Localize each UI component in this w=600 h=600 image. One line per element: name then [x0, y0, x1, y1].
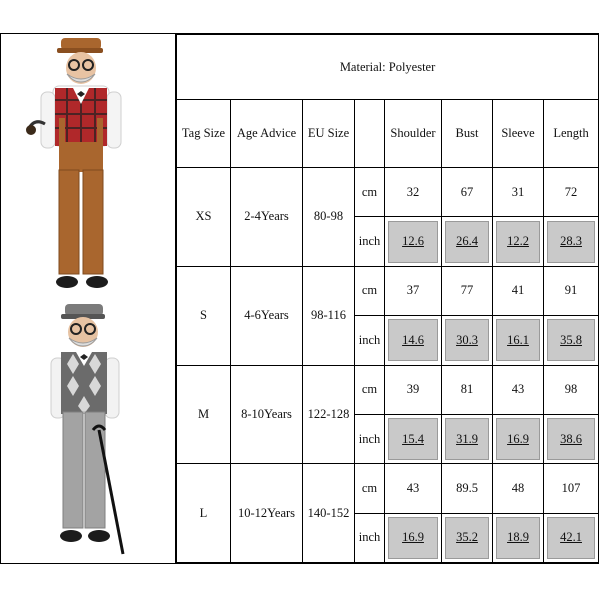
unit-inch-cell: inch [355, 414, 385, 463]
measurement-inch-value: 38.6 [547, 418, 595, 460]
tag-size-cell: M [177, 365, 231, 464]
measurement-cm-cell: 43 [493, 365, 544, 414]
unit-cm-cell: cm [355, 464, 385, 513]
unit-inch-cell: inch [355, 513, 385, 562]
measurement-inch-cell [385, 316, 442, 365]
measurement-cm-cell: 91 [544, 266, 599, 315]
size-chart-table [176, 34, 599, 563]
size-row-cm [177, 168, 599, 217]
measurement-inch-cell [544, 414, 599, 463]
header-sleeve: Sleeve [493, 100, 544, 168]
header-shoulder: Shoulder [385, 100, 442, 168]
measurement-cm-cell: 37 [385, 266, 442, 315]
measurement-inch-cell [493, 316, 544, 365]
measurement-cm-cell: 67 [442, 168, 493, 217]
measurement-inch-cell [544, 217, 599, 266]
age-advice-cell: 4-6Years [231, 266, 303, 365]
unit-inch-cell: inch [355, 316, 385, 365]
measurement-cm-cell: 48 [493, 464, 544, 513]
measurement-inch-value: 28.3 [547, 221, 595, 263]
measurement-inch-cell [493, 414, 544, 463]
size-row-cm [177, 464, 599, 513]
material-label: Material: Polyester [177, 35, 599, 100]
measurement-cm-cell: 32 [385, 168, 442, 217]
unit-inch-cell: inch [355, 217, 385, 266]
measurement-cm-cell: 41 [493, 266, 544, 315]
measurement-inch-cell [442, 217, 493, 266]
tag-size-cell: XS [177, 168, 231, 267]
costume-photo-brown-overalls [1, 34, 175, 304]
eu-size-cell: 98-116 [303, 266, 355, 365]
eu-size-cell: 122-128 [303, 365, 355, 464]
measurement-inch-value: 18.9 [496, 517, 540, 559]
eu-size-cell: 140-152 [303, 464, 355, 563]
measurement-inch-value: 31.9 [445, 418, 489, 460]
measurement-cm-cell: 39 [385, 365, 442, 414]
measurement-inch-cell [442, 513, 493, 562]
measurement-inch-cell [385, 414, 442, 463]
measurement-inch-value: 26.4 [445, 221, 489, 263]
measurement-inch-cell [385, 513, 442, 562]
measurement-inch-value: 16.1 [496, 319, 540, 361]
unit-cm-cell: cm [355, 168, 385, 217]
header-eu-size: EU Size [303, 100, 355, 168]
measurement-inch-cell [493, 513, 544, 562]
size-row-cm [177, 365, 599, 414]
age-advice-cell: 2-4Years [231, 168, 303, 267]
tag-size-cell: L [177, 464, 231, 563]
measurement-inch-cell [493, 217, 544, 266]
eu-size-cell: 80-98 [303, 168, 355, 267]
measurement-inch-value: 30.3 [445, 319, 489, 361]
header-unit [355, 100, 385, 168]
measurement-cm-cell: 107 [544, 464, 599, 513]
measurement-cm-cell: 89.5 [442, 464, 493, 513]
measurement-inch-cell [442, 316, 493, 365]
measurement-inch-value: 16.9 [496, 418, 540, 460]
measurement-inch-value: 35.2 [445, 517, 489, 559]
measurement-inch-cell [385, 217, 442, 266]
costume-photo-grey-suit [1, 302, 175, 558]
measurement-inch-value: 12.2 [496, 221, 540, 263]
size-row-cm [177, 266, 599, 315]
unit-cm-cell: cm [355, 365, 385, 414]
measurement-cm-cell: 77 [442, 266, 493, 315]
tag-size-cell: S [177, 266, 231, 365]
measurement-inch-value: 16.9 [388, 517, 438, 559]
measurement-cm-cell: 43 [385, 464, 442, 513]
product-photos [1, 34, 176, 563]
measurement-inch-value: 42.1 [547, 517, 595, 559]
measurement-cm-cell: 31 [493, 168, 544, 217]
header-tag-size: Tag Size [177, 100, 231, 168]
header-bust: Bust [442, 100, 493, 168]
header-age-advice: Age Advice [231, 100, 303, 168]
unit-cm-cell: cm [355, 266, 385, 315]
measurement-cm-cell: 72 [544, 168, 599, 217]
measurement-cm-cell: 81 [442, 365, 493, 414]
measurement-inch-value: 15.4 [388, 418, 438, 460]
age-advice-cell: 8-10Years [231, 365, 303, 464]
measurement-inch-value: 35.8 [547, 319, 595, 361]
measurement-inch-cell [442, 414, 493, 463]
measurement-inch-value: 14.6 [388, 319, 438, 361]
age-advice-cell: 10-12Years [231, 464, 303, 563]
measurement-cm-cell: 98 [544, 365, 599, 414]
measurement-inch-cell [544, 316, 599, 365]
header-length: Length [544, 100, 599, 168]
measurement-inch-value: 12.6 [388, 221, 438, 263]
measurement-inch-cell [544, 513, 599, 562]
